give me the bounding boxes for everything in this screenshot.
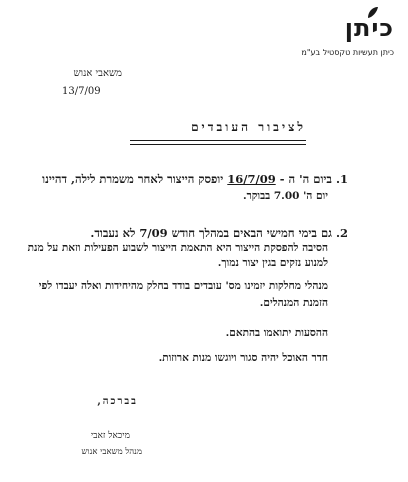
item-number-1: 1. xyxy=(335,172,348,186)
paragraph-3-line-1: מנהלי מחלקות יזמינו מס' עובדים בודד בחלק מהיחידות ואלה יעבדו לפי xyxy=(38,280,328,292)
paragraph-1-line-1 xyxy=(42,172,348,186)
p1-text-a: ביום ה' ה - xyxy=(279,172,332,186)
p1-text-b: יופסק הייצור לאחר משמרת לילה, דהיינו xyxy=(42,172,224,186)
company-logo xyxy=(324,6,394,46)
salutation-heading: לציבור העובדים xyxy=(191,120,306,134)
logo-wordmark: כיתן xyxy=(344,14,394,42)
company-tagline: כיתן תעשיות טקסטיל בע"מ xyxy=(301,48,394,57)
signer-title: מנהל משאבי אנוש xyxy=(81,447,142,457)
signer-name: מיכאל זאבי xyxy=(90,431,130,441)
department-label: משאבי אנוש xyxy=(73,68,122,79)
paragraph-3-line-2: הזמנת המנהלים. xyxy=(259,297,328,309)
paragraph-5: חדר האוכל יהיה סגור ויוגשו מנות ארוזות. xyxy=(158,352,328,364)
paragraph-2-line-3: למנוע נזקים בגין יצור נמוך. xyxy=(217,257,328,269)
salutation-underline xyxy=(130,140,306,145)
paragraph-1-line-2: יום ה' 7.00 בבוקר. xyxy=(242,190,328,202)
p2-text: גם בימי חמישי הבאים במהלך חודש 7/09 לא נעבוד. xyxy=(90,226,332,240)
closing-greeting: בברכה, xyxy=(97,396,138,407)
item-number-2: 2. xyxy=(335,226,348,240)
p1-date: 16/7/09 xyxy=(227,172,276,186)
paragraph-2-line-1 xyxy=(90,226,348,240)
letter-date: 13/7/09 xyxy=(62,86,101,97)
paragraph-2-line-2: הסיבה להפסקת הייצור היא התאמת הייצור לשבוע הפעילות וזאת על מנת xyxy=(27,242,328,254)
paragraph-4: ההסעות יתואמו בהתאם. xyxy=(225,327,328,339)
